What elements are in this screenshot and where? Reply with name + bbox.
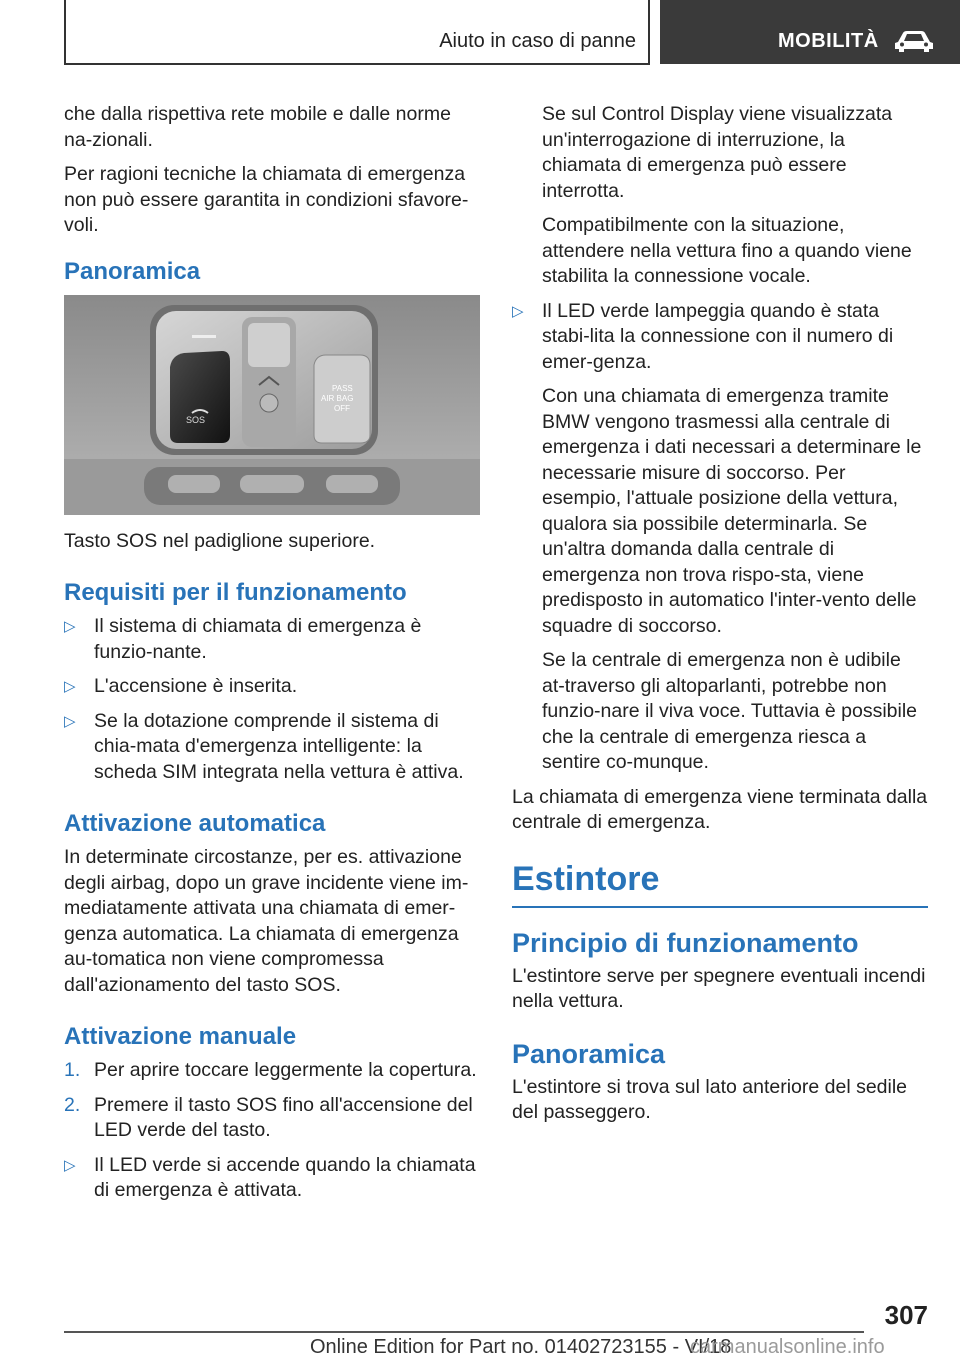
paragraph: L'estintore serve per spegnere eventuali incendi nella vettura.	[512, 964, 926, 1012]
page-number: 307	[884, 1300, 928, 1330]
sos-button-photo	[64, 295, 480, 515]
heading-requisiti: Requisiti per il funzionamento	[64, 579, 407, 606]
triangle-bullet-icon: ▷	[64, 618, 76, 635]
footer-edition: Online Edition for Part no. 01402723155 - VI/18	[310, 1336, 732, 1358]
heading-panoramica-estintore: Panoramica	[512, 1038, 666, 1069]
heading-manuale: Attivazione manuale	[64, 1023, 297, 1050]
right-column	[512, 102, 928, 1135]
footer-rule	[64, 1331, 864, 1333]
paragraph: L'estintore si trova sul lato anteriore del sedile del passeggero.	[512, 1075, 908, 1123]
paragraph: Se la centrale di emergenza non è udibile at‐traverso gli altoparlanti, potrebbe non funzio‐nare il viva voce. Tuttavia è possibile che la centrale di emergenza riesca a sentire co‐munque.	[542, 649, 918, 773]
paragraph: Per ragioni tecniche la chiamata di emergenza non può essere garantita in condizioni sfavore‐voli.	[64, 163, 469, 236]
chapter-label: MOBILITÀ	[778, 30, 879, 52]
photo-caption: Tasto SOS nel padiglione superiore.	[64, 529, 376, 552]
list-item	[512, 299, 928, 376]
list-item	[64, 1153, 482, 1204]
paragraph: che dalla rispettiva rete mobile e dalle norme na‐zionali.	[64, 103, 451, 151]
section-title: Aiuto in caso di panne	[439, 30, 636, 52]
list-item-text: L'accensione è inserita.	[94, 675, 298, 697]
airbag-label: AIR BAG	[321, 393, 354, 403]
header-divider-mid	[648, 0, 650, 64]
paragraph: Con una chiamata di emergenza tramite BMW vengono trasmessi alla centrale di emergenza i dati necessari a determinare le necessarie misure di soccorso. Per esempio, l'attuale posizione della vettura, qualora sia possibile determinarla. Se un'altra domanda dalla centrale di emergenza non trova rispo‐sta, viene predisposto in automatico l'inter‐vento delle squadre di soccorso.	[542, 385, 922, 637]
footer-watermark: carmanualsonline.info	[690, 1336, 885, 1358]
off-label: OFF	[334, 403, 350, 413]
list-item	[64, 709, 482, 786]
triangle-bullet-icon: ▷	[512, 302, 524, 320]
paragraph: In determinate circostanze, per es. attivazione degli airbag, dopo un grave incidente viene im‐mediatamente attivata una chiamata di emer‐genza automatica. La chiamata di emergenza au‐tomatica non viene compromessa dall'azionamento del tasto SOS.	[64, 846, 469, 996]
paragraph: La chiamata di emergenza viene terminata dalla centrale di emergenza.	[512, 785, 928, 833]
list-item-text: Il sistema di chiamata di emergenza è funzio‐nante.	[94, 615, 422, 663]
paragraph: Compatibilmente con la situazione, attendere nella vettura fino a quando viene stabilita la connessione vocale.	[542, 214, 912, 287]
left-column	[64, 102, 482, 1213]
list-item-text: Il LED verde si accende quando la chiamata di emergenza è attivata.	[94, 1153, 476, 1201]
triangle-bullet-icon: ▷	[64, 678, 76, 695]
heading-estintore: Estintore	[512, 859, 660, 898]
header-divider-left	[64, 0, 66, 64]
chapter-tab	[660, 0, 960, 64]
heading-principio: Principio di funzionamento	[512, 927, 859, 958]
list-item-text: Il LED verde lampeggia quando è stata stabi‐lita la connessione con il numero di emer‐genza.	[542, 299, 894, 373]
list-item	[64, 674, 482, 700]
step-number: 1.	[64, 1059, 81, 1081]
step-number: 2.	[64, 1093, 81, 1116]
step-text: Per aprire toccare leggermente la copertura.	[94, 1059, 477, 1081]
triangle-bullet-icon: ▷	[64, 712, 76, 730]
triangle-bullet-icon: ▷	[64, 1156, 76, 1174]
paragraph: Se sul Control Display viene visualizzata un'interrogazione di interruzione, la chiamata di emergenza può essere interrotta.	[542, 103, 893, 202]
pass-label: PASS	[332, 383, 353, 393]
header-underline	[64, 63, 650, 65]
step-item	[64, 1058, 482, 1084]
list-item-text: Se la dotazione comprende il sistema di chia‐mata d'emergenza intelligente: la scheda SIM integrata nella vettura è attiva.	[94, 709, 464, 783]
section-rule	[512, 906, 928, 908]
heading-panoramica: Panoramica	[64, 257, 201, 285]
car-icon	[892, 28, 936, 54]
sos-label: SOS	[186, 414, 206, 425]
step-text: Premere il tasto SOS fino all'accensione del LED verde del tasto.	[94, 1093, 473, 1141]
list-item	[64, 614, 482, 665]
step-item	[64, 1093, 482, 1144]
heading-automatica: Attivazione automatica	[64, 810, 326, 837]
